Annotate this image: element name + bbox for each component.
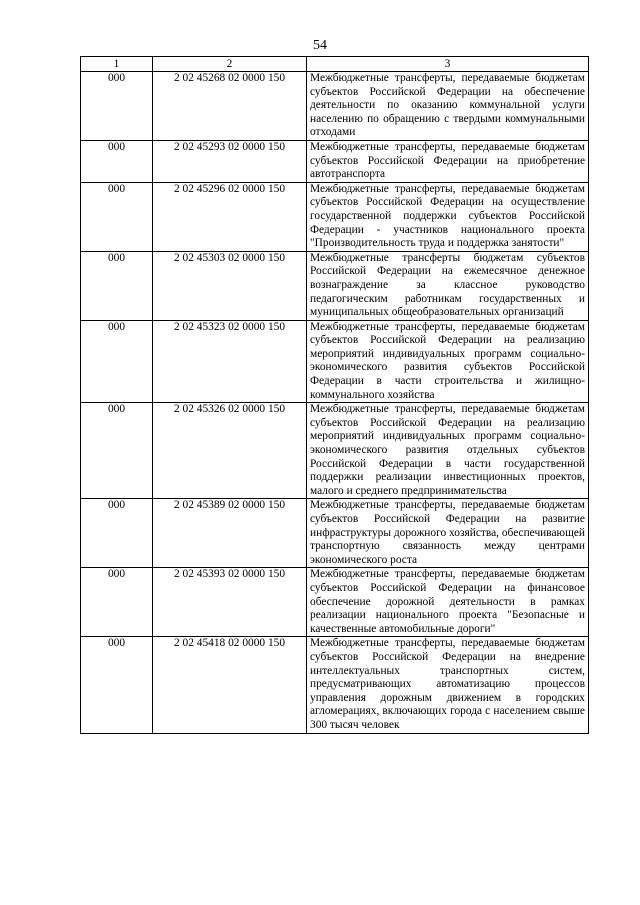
admin-code-cell: 000 bbox=[81, 251, 153, 320]
budget-classification-table bbox=[80, 56, 589, 734]
table-row bbox=[81, 637, 589, 733]
budget-code-cell: 2 02 45296 02 0000 150 bbox=[153, 182, 307, 251]
admin-code-cell: 000 bbox=[81, 637, 153, 733]
admin-code-cell: 000 bbox=[81, 568, 153, 637]
budget-code-cell: 2 02 45326 02 0000 150 bbox=[153, 403, 307, 499]
income-name-cell: Межбюджетные трансферты, передаваемые бюджетам субъектов Российской Федерации на развитие инфраструктуры дорожного хозяйства, обеспечивающей транспортную связанность между центрами экономического роста bbox=[307, 499, 589, 568]
income-name-cell: Межбюджетные трансферты, передаваемые бюджетам субъектов Российской Федерации на реализацию мероприятий индивидуальных программ социально-экономического развития отдельных субъектов Российской Федерации в части государственной поддержки реализации инвестиционных проектов, малого и среднего предпринимательства bbox=[307, 403, 589, 499]
table-row bbox=[81, 251, 589, 320]
table-row bbox=[81, 182, 589, 251]
table-row bbox=[81, 499, 589, 568]
column-header-3: 3 bbox=[307, 57, 589, 72]
budget-code-cell: 2 02 45418 02 0000 150 bbox=[153, 637, 307, 733]
table-row bbox=[81, 320, 589, 403]
table-row bbox=[81, 568, 589, 637]
income-name-cell: Межбюджетные трансферты, передаваемые бюджетам субъектов Российской Федерации на финансовое обеспечение дорожной деятельности в рамках реализации национального проекта "Безопасные и качественные автомобильные дороги" bbox=[307, 568, 589, 637]
table-row bbox=[81, 403, 589, 499]
income-name-cell: Межбюджетные трансферты, передаваемые бюджетам субъектов Российской Федерации на приобретение автотранспорта bbox=[307, 140, 589, 182]
budget-code-cell: 2 02 45293 02 0000 150 bbox=[153, 140, 307, 182]
admin-code-cell: 000 bbox=[81, 72, 153, 141]
admin-code-cell: 000 bbox=[81, 499, 153, 568]
column-header-2: 2 bbox=[153, 57, 307, 72]
income-name-cell: Межбюджетные трансферты бюджетам субъектов Российской Федерации на ежемесячное денежное вознаграждение за классное руководство педагогическим работникам государственных и муниципальных общеобразовательных организаций bbox=[307, 251, 589, 320]
income-name-cell: Межбюджетные трансферты, передаваемые бюджетам субъектов Российской Федерации на внедрение интеллектуальных транспортных систем, предусматривающих автоматизацию процессов управления дорожным движением в городских агломерациях, включающих города с населением свыше 300 тысяч человек bbox=[307, 637, 589, 733]
admin-code-cell: 000 bbox=[81, 403, 153, 499]
budget-code-cell: 2 02 45268 02 0000 150 bbox=[153, 72, 307, 141]
admin-code-cell: 000 bbox=[81, 140, 153, 182]
table-row bbox=[81, 140, 589, 182]
budget-code-cell: 2 02 45393 02 0000 150 bbox=[153, 568, 307, 637]
budget-code-cell: 2 02 45323 02 0000 150 bbox=[153, 320, 307, 403]
page-number: 54 bbox=[313, 38, 327, 53]
admin-code-cell: 000 bbox=[81, 320, 153, 403]
income-name-cell: Межбюджетные трансферты, передаваемые бюджетам субъектов Российской Федерации на осуществление государственной поддержки субъектов Российской Федерации - участников национального проекта "Производительность труда и поддержка занятости" bbox=[307, 182, 589, 251]
admin-code-cell: 000 bbox=[81, 182, 153, 251]
budget-code-cell: 2 02 45389 02 0000 150 bbox=[153, 499, 307, 568]
table-header-row bbox=[81, 57, 589, 72]
income-name-cell: Межбюджетные трансферты, передаваемые бюджетам субъектов Российской Федерации на обеспечение деятельности по оказанию коммунальной услуги населению по обращению с твердыми коммунальными отходами bbox=[307, 72, 589, 141]
table-row bbox=[81, 72, 589, 141]
column-header-1: 1 bbox=[81, 57, 153, 72]
budget-code-cell: 2 02 45303 02 0000 150 bbox=[153, 251, 307, 320]
income-name-cell: Межбюджетные трансферты, передаваемые бюджетам субъектов Российской Федерации на реализацию мероприятий индивидуальных программ социально-экономического развития субъектов Российской Федерации в части строительства и жилищно-коммунального хозяйства bbox=[307, 320, 589, 403]
